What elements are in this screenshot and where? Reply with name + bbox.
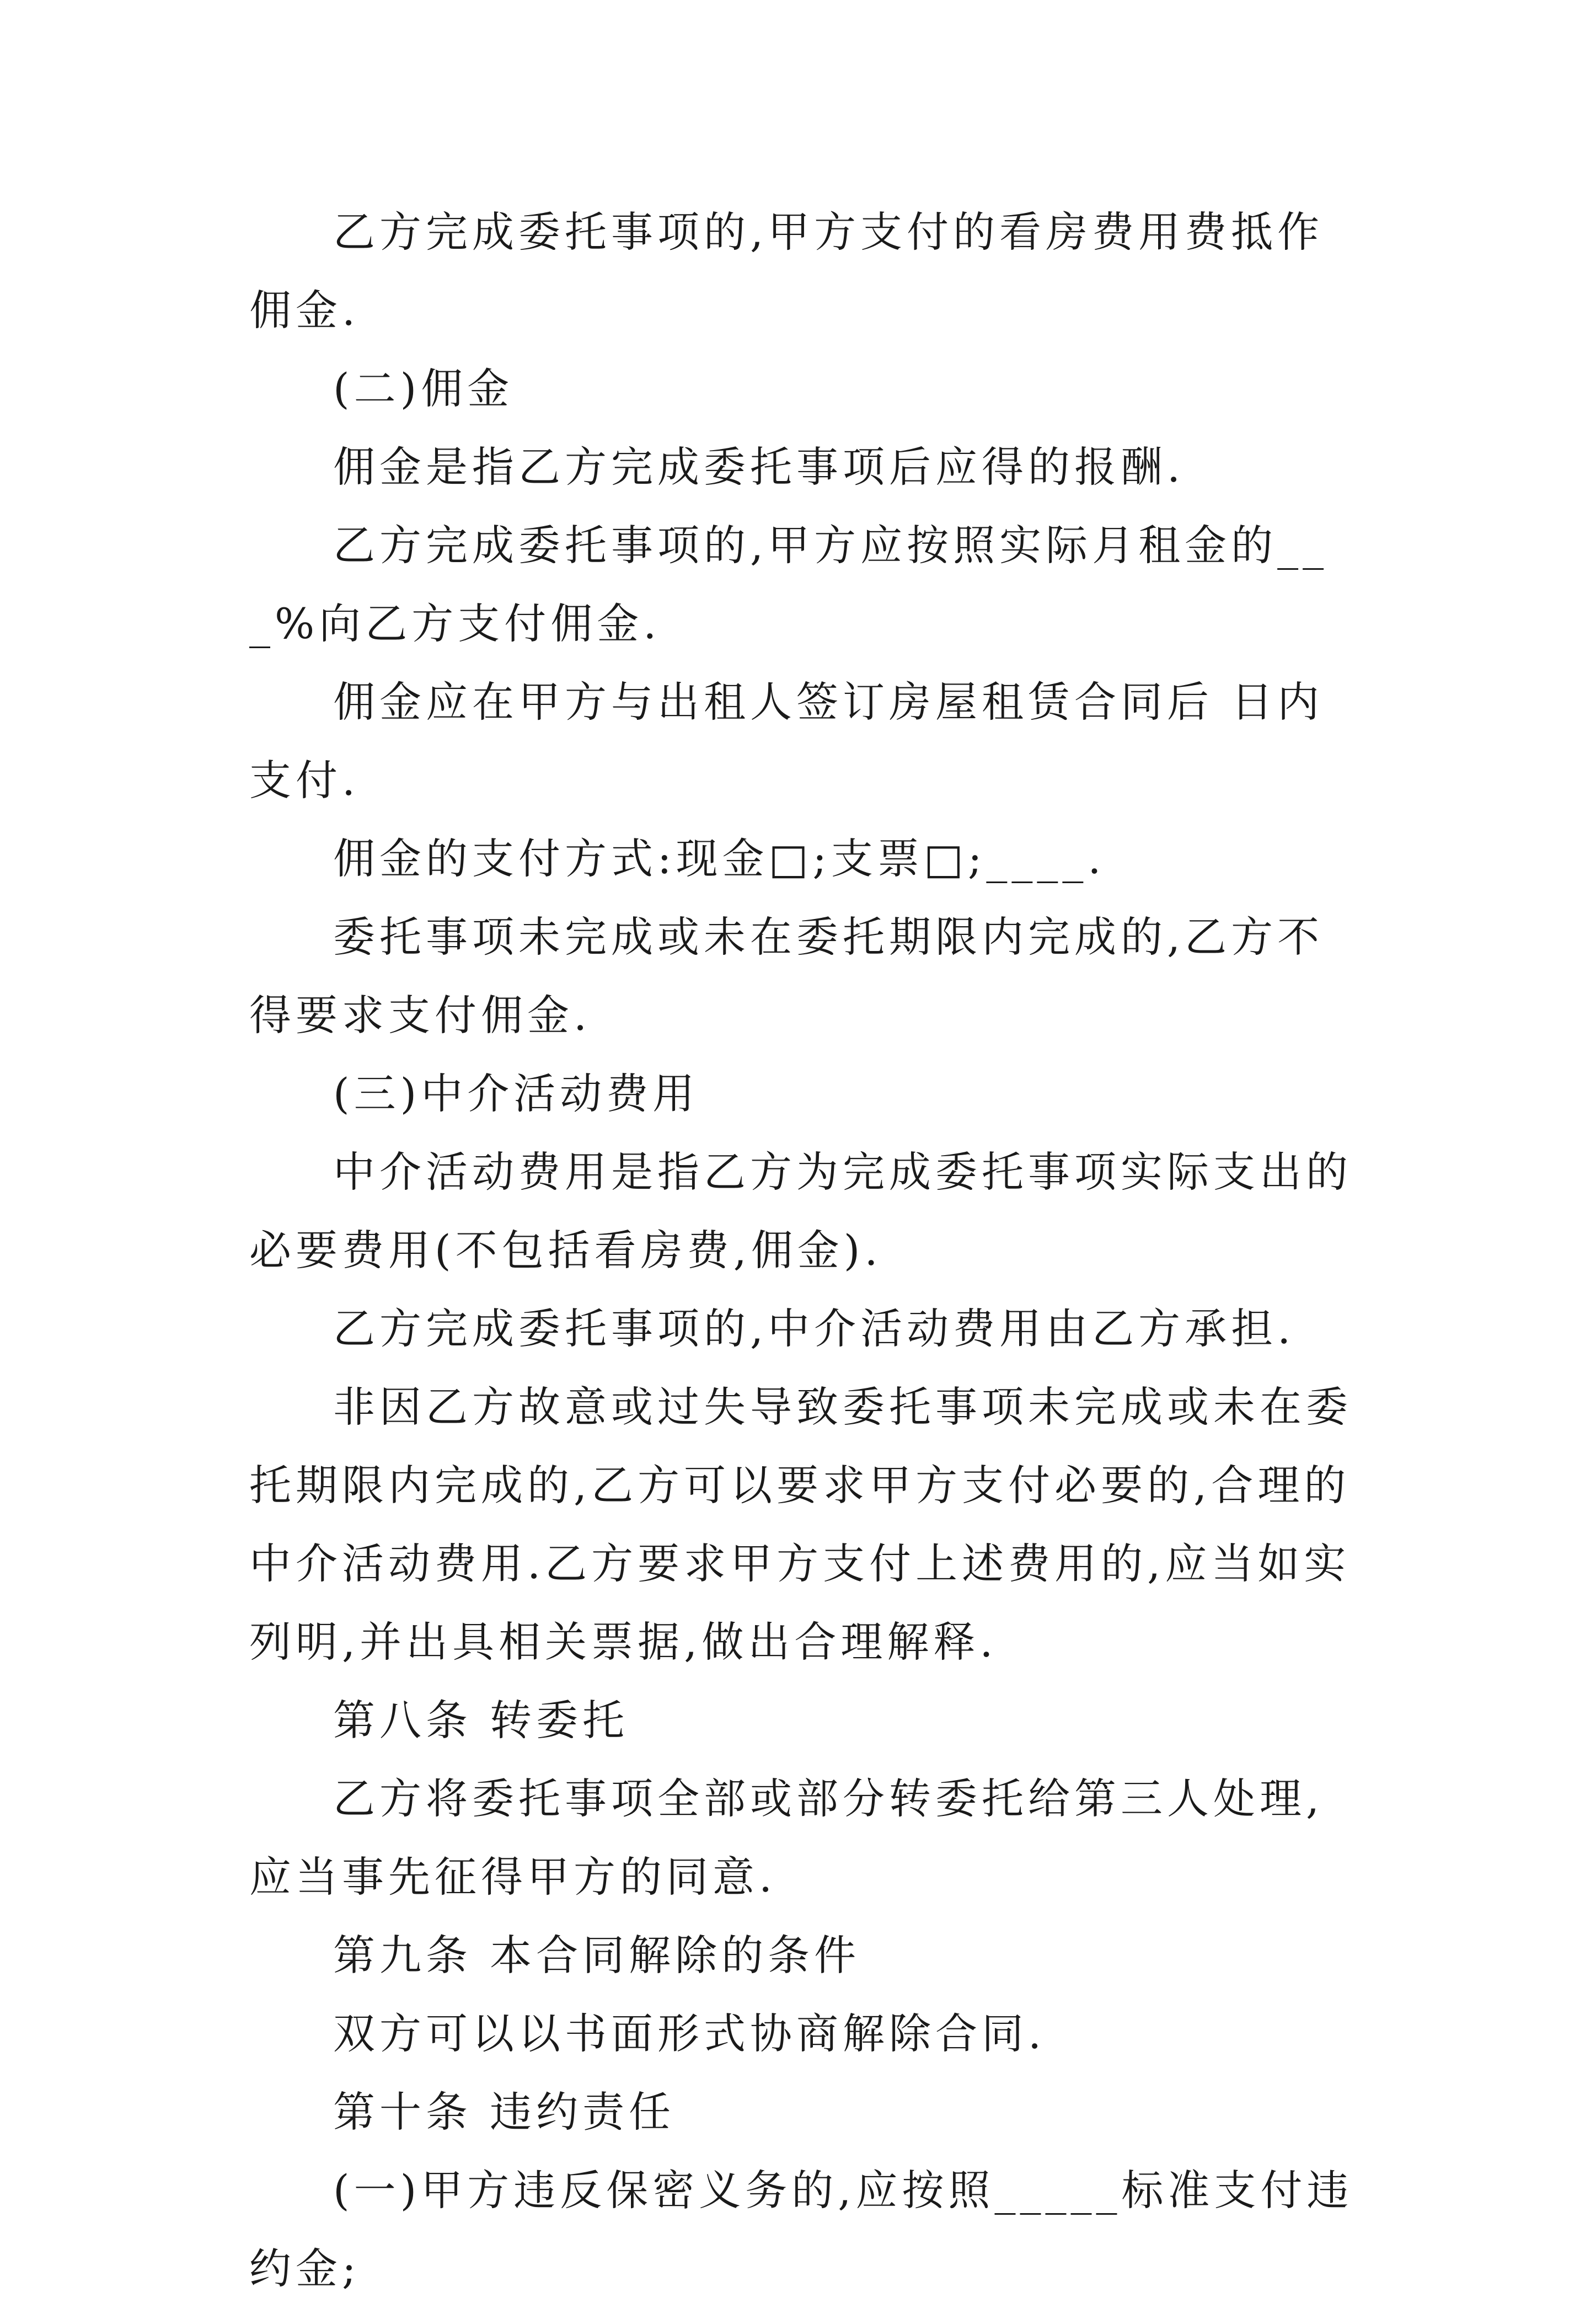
paragraph-subdelegation: 乙方将委托事项全部或部分转委托给第三人处理,应当事先征得甲方的同意.	[249, 1774, 1324, 1901]
heading-commission: (二)佣金	[333, 364, 514, 413]
paragraph-commission-rate: 乙方完成委托事项的,甲方应按照实际月租金的___%向乙方支付佣金.	[249, 521, 1329, 648]
paragraph-termination: 双方可以以书面形式协商解除合同.	[333, 2009, 1046, 2058]
paragraph-no-commission: 委托事项未完成或未在委托期限内完成的,乙方不得要求支付佣金.	[249, 912, 1324, 1040]
paragraph-expenses-claim: 非因乙方故意或过失导致委托事项未完成或未在委托期限内完成的,乙方可以要求甲方支付必要的,合理的中介活动费用.乙方要求甲方支付上述费用的,应当如实列明,并出具相关票据,做出合理解释.	[249, 1382, 1352, 1666]
paragraph-commission-deadline: 佣金应在甲方与出租人签订房屋租赁合同后 日内支付.	[249, 677, 1324, 805]
paragraph-commission-offset: 乙方完成委托事项的,甲方支付的看房费用费抵作佣金.	[249, 207, 1324, 335]
contract-body	[249, 193, 1363, 2308]
heading-article-9: 第九条 本合同解除的条件	[333, 1931, 861, 1980]
paragraph-expenses-borne: 乙方完成委托事项的,中介活动费用由乙方承担.	[333, 1304, 1295, 1353]
heading-article-10: 第十条 违约责任	[333, 2087, 676, 2136]
heading-article-8: 第八条 转委托	[333, 1696, 629, 1745]
heading-agency-expenses: (三)中介活动费用	[333, 1069, 699, 1118]
paragraph-breach-confidentiality: (一)甲方违反保密义务的,应按照_____标准支付违约金;	[249, 2166, 1353, 2293]
paragraph-commission-definition: 佣金是指乙方完成委托事项后应得的报酬.	[333, 442, 1185, 491]
paragraph-payment-method: 佣金的支付方式:现金□;支票□;____.	[333, 834, 1106, 883]
paragraph-expenses-definition: 中介活动费用是指乙方为完成委托事项实际支出的必要费用(不包括看房费,佣金).	[249, 1147, 1352, 1275]
